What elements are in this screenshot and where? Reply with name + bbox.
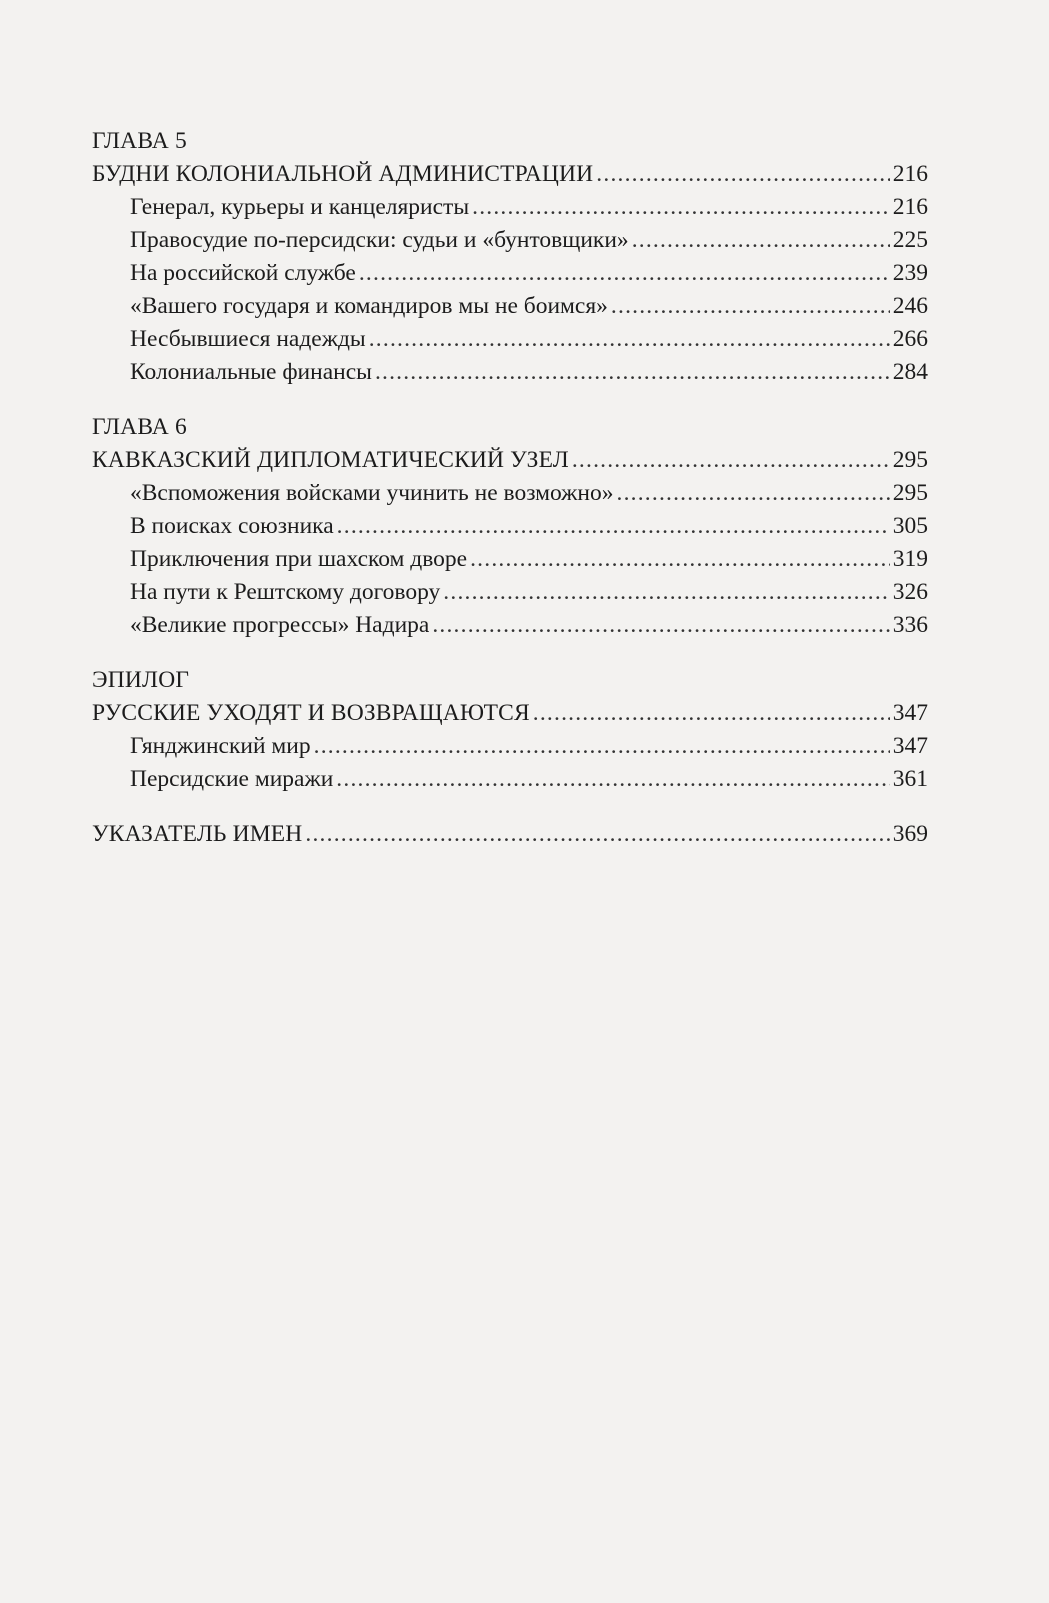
entry-title: Гянджинский мир xyxy=(130,733,311,759)
page-number: 361 xyxy=(892,766,928,792)
chapter-title-row[interactable] xyxy=(92,697,928,730)
toc-entry[interactable] xyxy=(92,730,928,763)
dot-leader xyxy=(369,323,890,356)
toc-entry[interactable] xyxy=(92,290,928,323)
toc-entry[interactable] xyxy=(92,543,928,576)
dot-leader xyxy=(375,356,890,389)
toc-entry[interactable] xyxy=(92,356,928,389)
entry-title: «Вспоможения войсками учинить не возможно» xyxy=(130,480,614,506)
toc-section-chapter-5 xyxy=(92,125,928,389)
dot-leader xyxy=(443,576,889,609)
dot-leader xyxy=(336,763,889,796)
page-number: 295 xyxy=(892,447,928,473)
table-of-contents xyxy=(92,125,928,851)
toc-entry[interactable] xyxy=(92,257,928,290)
page-number: 216 xyxy=(892,194,928,220)
chapter-title-row[interactable] xyxy=(92,158,928,191)
dot-leader xyxy=(596,158,889,191)
dot-leader xyxy=(572,444,890,477)
toc-entry[interactable] xyxy=(92,477,928,510)
toc-section-chapter-6 xyxy=(92,411,928,642)
page-number: 239 xyxy=(892,260,928,286)
entry-title: Персидские миражи xyxy=(130,766,334,792)
page-number: 326 xyxy=(892,579,928,605)
dot-leader xyxy=(314,730,890,763)
page-number: 266 xyxy=(892,326,928,352)
index-row[interactable] xyxy=(92,818,928,851)
dot-leader xyxy=(432,609,889,642)
page-number: 225 xyxy=(892,227,928,253)
entry-title: «Великие прогрессы» Надира xyxy=(130,612,430,638)
page-number: 246 xyxy=(892,293,928,319)
entry-title: Несбывшиеся надежды xyxy=(130,326,366,352)
toc-entry[interactable] xyxy=(92,576,928,609)
chapter-label: ГЛАВА 5 xyxy=(92,128,187,154)
entry-title: Колониальные финансы xyxy=(130,359,372,385)
toc-entry[interactable] xyxy=(92,323,928,356)
entry-title: Приключения при шахском дворе xyxy=(130,546,468,572)
dot-leader xyxy=(472,191,890,224)
dot-leader xyxy=(470,543,890,576)
entry-title: На пути к Рештскому договору xyxy=(130,579,441,605)
chapter-title-row[interactable] xyxy=(92,444,928,477)
chapter-label: ГЛАВА 6 xyxy=(92,414,187,440)
dot-leader xyxy=(611,290,890,323)
toc-entry[interactable] xyxy=(92,191,928,224)
entry-title: «Вашего государя и командиров мы не боимся» xyxy=(130,293,608,319)
chapter-title: РУССКИЕ УХОДЯТ И ВОЗВРАЩАЮТСЯ xyxy=(92,700,530,726)
page-number: 295 xyxy=(892,480,928,506)
page-number: 369 xyxy=(892,821,928,847)
entry-title: На российской службе xyxy=(130,260,356,286)
toc-section-index xyxy=(92,818,928,851)
dot-leader xyxy=(305,818,889,851)
dot-leader xyxy=(632,224,890,257)
chapter-title: КАВКАЗСКИЙ ДИПЛОМАТИЧЕСКИЙ УЗЕЛ xyxy=(92,447,569,473)
index-title: УКАЗАТЕЛЬ ИМЕН xyxy=(92,821,303,847)
page-number: 336 xyxy=(892,612,928,638)
chapter-label: ЭПИЛОГ xyxy=(92,667,190,693)
chapter-title: БУДНИ КОЛОНИАЛЬНОЙ АДМИНИСТРАЦИИ xyxy=(92,161,594,187)
toc-entry[interactable] xyxy=(92,609,928,642)
entry-title: Правосудие по-персидски: судьи и «бунтовщики» xyxy=(130,227,629,253)
dot-leader xyxy=(533,697,890,730)
dot-leader xyxy=(359,257,890,290)
toc-entry[interactable] xyxy=(92,224,928,257)
page-number: 347 xyxy=(892,733,928,759)
toc-entry[interactable] xyxy=(92,763,928,796)
page-number: 305 xyxy=(892,513,928,539)
page-number: 347 xyxy=(892,700,928,726)
dot-leader xyxy=(337,510,890,543)
page-number: 216 xyxy=(892,161,928,187)
entry-title: Генерал, курьеры и канцеляристы xyxy=(130,194,470,220)
toc-entry[interactable] xyxy=(92,510,928,543)
entry-title: В поисках союзника xyxy=(130,513,334,539)
page-number: 319 xyxy=(892,546,928,572)
dot-leader xyxy=(617,477,890,510)
toc-section-epilogue xyxy=(92,664,928,796)
page-number: 284 xyxy=(892,359,928,385)
